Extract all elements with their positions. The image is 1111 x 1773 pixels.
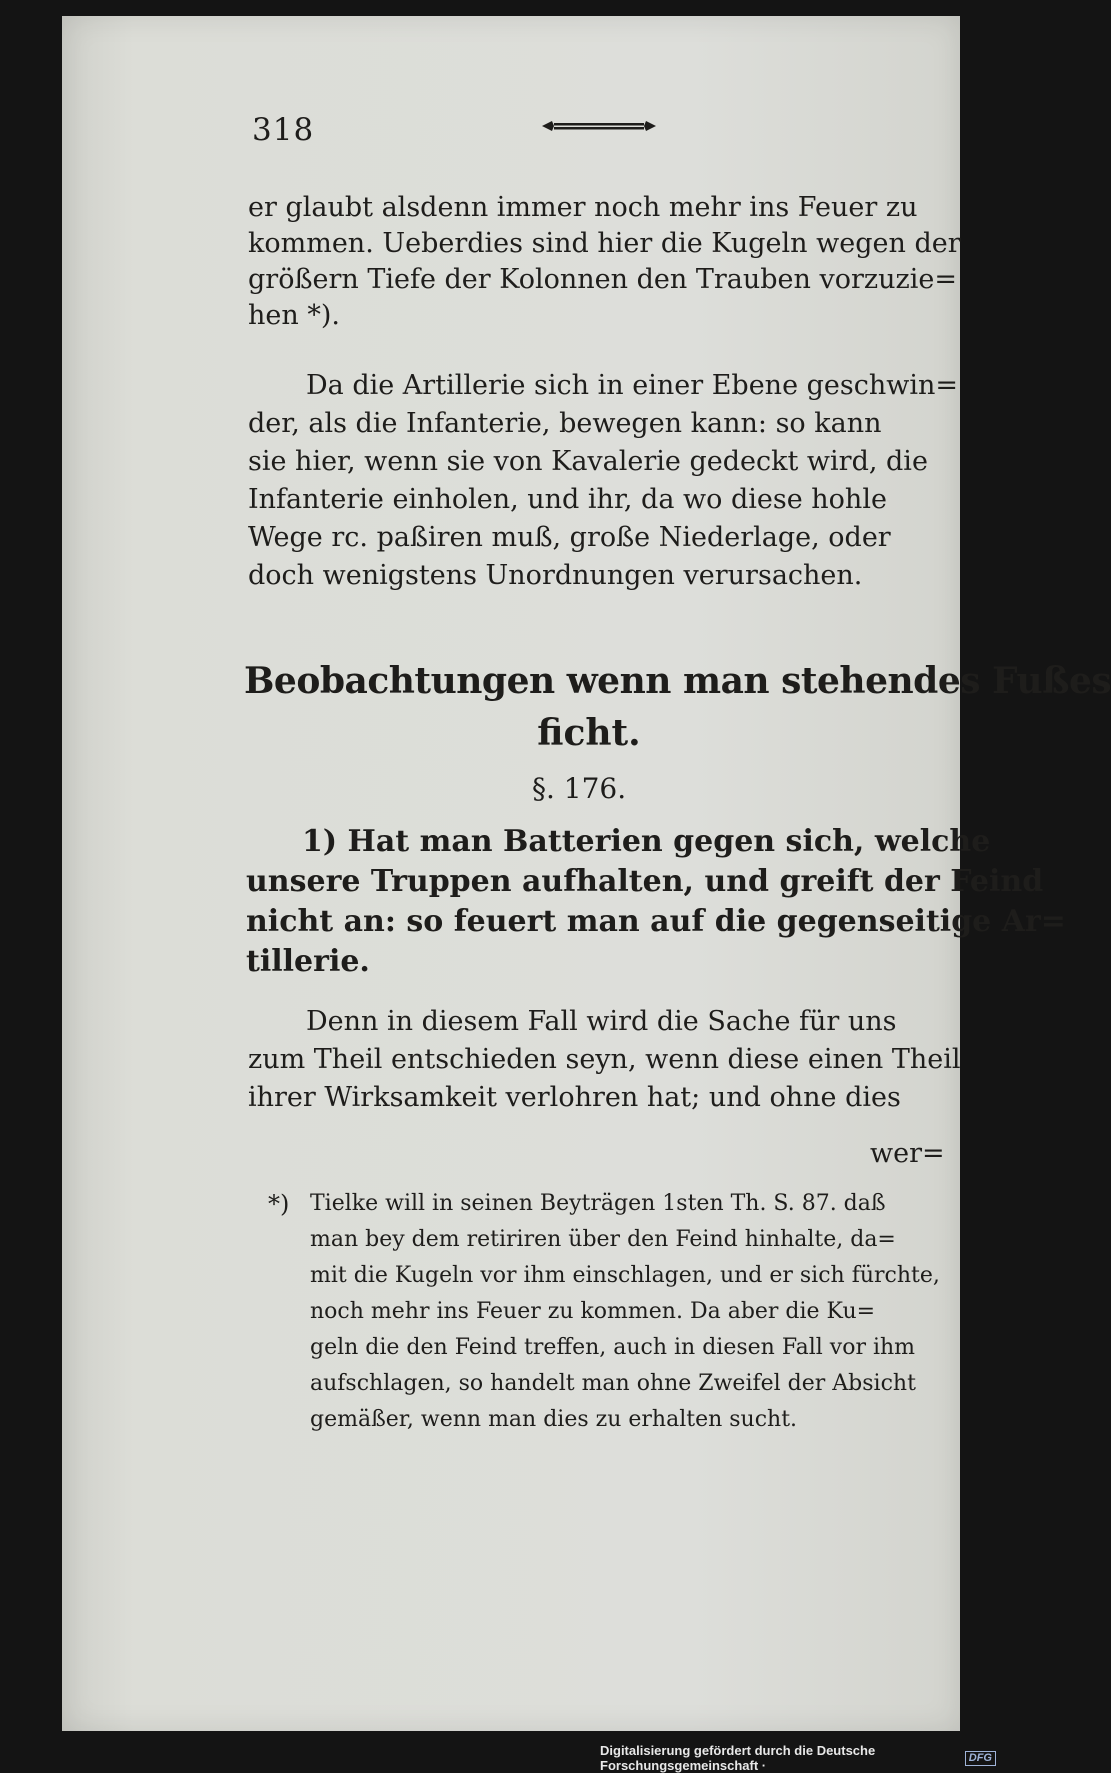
heading-line-2: ficht. xyxy=(537,712,641,754)
text-line: unsere Truppen aufhalten, und greift der Feind xyxy=(246,864,1044,899)
text-line: der, als die Infanterie, bewegen kann: so kann xyxy=(248,408,882,439)
footnote-line: aufschlagen, so handelt man ohne Zweifel der Absicht xyxy=(310,1371,916,1396)
text-line: nicht an: so feuert man auf die gegenseitige Ar= xyxy=(246,904,1066,939)
credit-text: Digitalisierung gefördert durch die Deutsche Forschungsgemeinschaft · xyxy=(600,1743,876,1773)
catchword: wer= xyxy=(870,1138,945,1169)
footnote-line: Tielke will in seinen Beyträgen 1sten Th. S. 87. daß xyxy=(310,1191,886,1216)
text-line: Infanterie einholen, und ihr, da wo diese hohle xyxy=(248,484,887,515)
text-line: 1) Hat man Batterien gegen sich, welche xyxy=(302,824,991,859)
text-line: sie hier, wenn sie von Kavalerie gedeckt wird, die xyxy=(248,446,928,477)
footnote-line: man bey dem retiriren über den Feind hinhalte, da= xyxy=(310,1227,896,1252)
text-line: Denn in diesem Fall wird die Sache für uns xyxy=(306,1006,897,1037)
text-line: tillerie. xyxy=(246,944,370,979)
text-line: er glaubt alsdenn immer noch mehr ins Feuer zu xyxy=(248,192,918,223)
heading-line-1: Beobachtungen wenn man stehendes Fußes xyxy=(244,660,1111,702)
text-line: kommen. Ueberdies sind hier die Kugeln wegen der xyxy=(248,228,961,259)
footnote-line: noch mehr ins Feuer zu kommen. Da aber die Ku= xyxy=(310,1299,876,1324)
dfg-logo: DFG xyxy=(965,1751,996,1766)
page-number: 318 xyxy=(252,112,315,148)
footnote-line: geln die den Feind treffen, auch in diesen Fall vor ihm xyxy=(310,1335,916,1360)
digitization-credit xyxy=(600,1743,1000,1773)
text-line: Da die Artillerie sich in einer Ebene geschwin= xyxy=(306,370,959,401)
text-line: ihrer Wirksamkeit verlohren hat; und ohne dies xyxy=(248,1082,901,1113)
text-line: doch wenigstens Unordnungen verursachen. xyxy=(248,560,863,591)
section-number: §. 176. xyxy=(532,772,627,805)
footnote-marker: *) xyxy=(268,1190,290,1218)
text-line: größern Tiefe der Kolonnen den Trauben vorzuzie= xyxy=(248,264,957,295)
footnote-line: gemäßer, wenn man dies zu erhalten sucht. xyxy=(310,1407,798,1432)
text-line: hen *). xyxy=(248,300,340,331)
text-line: Wege rc. paßiren muß, große Niederlage, oder xyxy=(248,522,891,553)
footnote-line: mit die Kugeln vor ihm einschlagen, und er sich fürchte, xyxy=(310,1263,940,1288)
text-line: zum Theil entschieden seyn, wenn diese einen Theil xyxy=(248,1044,961,1075)
header-ornament xyxy=(540,118,658,134)
